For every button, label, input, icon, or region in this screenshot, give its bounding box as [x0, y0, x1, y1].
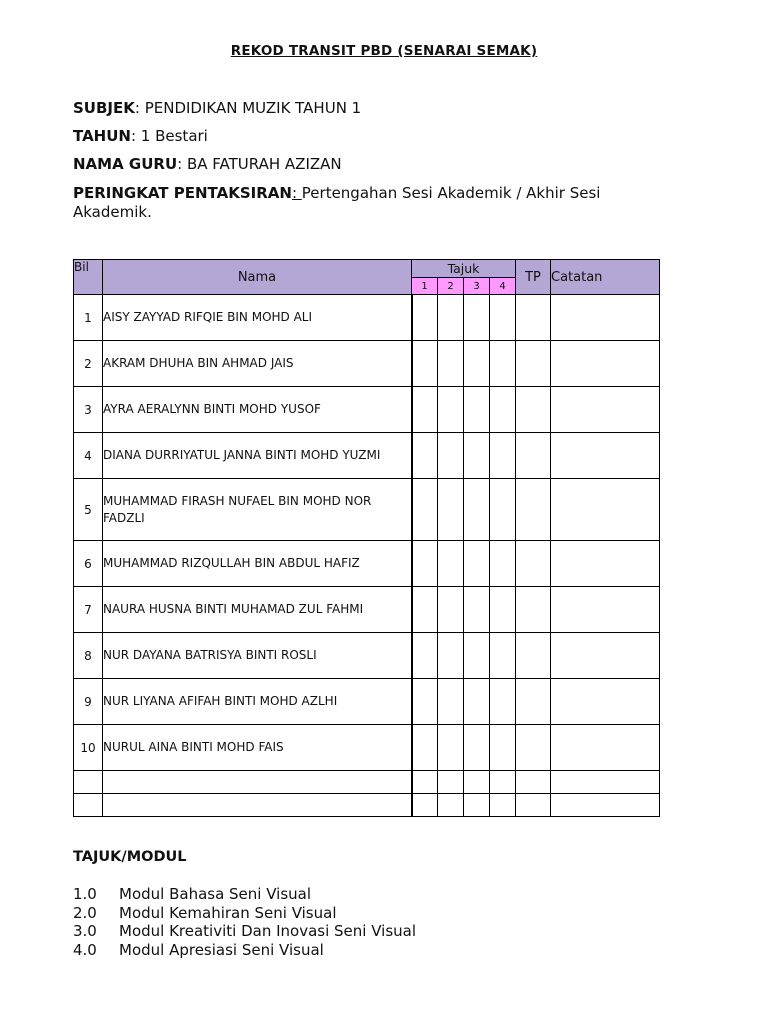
row-bil: 9 — [74, 679, 103, 725]
row-nama: MUHAMMAD FIRASH NUFAEL BIN MOHD NOR FADZLI — [103, 479, 412, 541]
header-tajuk-4: 4 — [490, 278, 516, 295]
modul-label: Modul Kreativiti Dan Inovasi Seni Visual — [119, 922, 417, 940]
tajuk-2-cell[interactable] — [438, 387, 464, 433]
row-bil: 10 — [74, 725, 103, 771]
tajuk-4-cell[interactable] — [490, 433, 516, 479]
catatan-cell[interactable] — [551, 587, 660, 633]
header-bil: Bil — [74, 260, 103, 295]
tajuk-2-cell[interactable] — [438, 633, 464, 679]
table-row — [74, 295, 660, 341]
tajuk-1-cell[interactable] — [412, 794, 438, 817]
tahun-value: : 1 Bestari — [130, 127, 208, 145]
tajuk-3-cell[interactable] — [464, 725, 490, 771]
modul-list — [73, 885, 573, 959]
tajuk-3-cell[interactable] — [464, 387, 490, 433]
guru-value: : BA FATURAH AZIZAN — [177, 155, 342, 173]
tajuk-1-cell[interactable] — [412, 633, 438, 679]
tp-cell[interactable] — [516, 771, 551, 794]
tajuk-2-cell[interactable] — [438, 679, 464, 725]
row-nama: NUR DAYANA BATRISYA BINTI ROSLI — [103, 633, 412, 679]
table-row — [74, 679, 660, 725]
tajuk-4-cell[interactable] — [490, 479, 516, 541]
tajuk-4-cell[interactable] — [490, 771, 516, 794]
tajuk-2-cell[interactable] — [438, 295, 464, 341]
tajuk-1-cell[interactable] — [412, 541, 438, 587]
table-row — [74, 341, 660, 387]
tajuk-2-cell[interactable] — [438, 433, 464, 479]
subjek-value: : PENDIDIKAN MUZIK TAHUN 1 — [134, 99, 362, 117]
tajuk-1-cell[interactable] — [412, 725, 438, 771]
table-row — [74, 587, 660, 633]
tp-cell[interactable] — [516, 679, 551, 725]
tp-cell[interactable] — [516, 387, 551, 433]
tajuk-4-cell[interactable] — [490, 387, 516, 433]
modul-item — [73, 941, 573, 960]
peringkat-line — [73, 184, 673, 222]
tajuk-3-cell[interactable] — [464, 479, 490, 541]
peringkat-colon: : — [291, 184, 302, 202]
table-row — [74, 541, 660, 587]
modul-item — [73, 885, 573, 904]
row-bil: 3 — [74, 387, 103, 433]
subjek-line — [73, 99, 673, 118]
modul-label: Modul Apresiasi Seni Visual — [119, 940, 324, 959]
row-bil: 6 — [74, 541, 103, 587]
modul-label: Modul Kemahiran Seni Visual — [119, 903, 337, 922]
tp-cell[interactable] — [516, 725, 551, 771]
row-bil: 5 — [74, 479, 103, 541]
catatan-cell[interactable] — [551, 725, 660, 771]
header-tajuk-2: 2 — [438, 278, 464, 295]
row-nama: MUHAMMAD RIZQULLAH BIN ABDUL HAFIZ — [103, 541, 412, 587]
modul-number: 2.0 — [73, 903, 97, 922]
row-nama: AYRA AERALYNN BINTI MOHD YUSOF — [103, 387, 412, 433]
catatan-cell[interactable] — [551, 633, 660, 679]
row-bil: 1 — [74, 295, 103, 341]
tajuk-1-cell[interactable] — [412, 295, 438, 341]
header-nama: Nama — [103, 260, 412, 295]
tajuk-4-cell[interactable] — [490, 587, 516, 633]
catatan-cell[interactable] — [551, 341, 660, 387]
tajuk-4-cell[interactable] — [490, 541, 516, 587]
row-nama: NUR LIYANA AFIFAH BINTI MOHD AZLHI — [103, 679, 412, 725]
tajuk-1-cell[interactable] — [412, 771, 438, 794]
tajuk-2-cell[interactable] — [438, 587, 464, 633]
tajuk-2-cell[interactable] — [438, 771, 464, 794]
tp-cell[interactable] — [516, 295, 551, 341]
tp-cell[interactable] — [516, 633, 551, 679]
tajuk-4-cell[interactable] — [490, 295, 516, 341]
tajuk-4-cell[interactable] — [490, 341, 516, 387]
row-nama: AKRAM DHUHA BIN AHMAD JAIS — [103, 341, 412, 387]
tp-cell[interactable] — [516, 433, 551, 479]
peringkat-value: Pertengahan Sesi Akademik / Akhir Sesi Akademik. — [73, 184, 601, 221]
tajuk-3-cell[interactable] — [464, 433, 490, 479]
row-bil: 4 — [74, 433, 103, 479]
header-tajuk: Tajuk — [412, 260, 516, 278]
tp-cell[interactable] — [516, 794, 551, 817]
tajuk-4-cell[interactable] — [490, 725, 516, 771]
catatan-cell[interactable] — [551, 679, 660, 725]
catatan-cell[interactable] — [551, 771, 660, 794]
modul-item — [73, 904, 573, 923]
catatan-cell[interactable] — [551, 541, 660, 587]
header-tajuk-1: 1 — [412, 278, 438, 295]
student-checklist-table — [73, 259, 660, 817]
table-row-blank — [74, 771, 660, 794]
modul-section-title: TAJUK/MODUL — [73, 849, 187, 865]
row-nama: NAURA HUSNA BINTI MUHAMAD ZUL FAHMI — [103, 587, 412, 633]
catatan-cell[interactable] — [551, 794, 660, 817]
tajuk-4-cell[interactable] — [490, 633, 516, 679]
tajuk-1-cell[interactable] — [412, 479, 438, 541]
tajuk-4-cell[interactable] — [490, 794, 516, 817]
tajuk-3-cell[interactable] — [464, 541, 490, 587]
tajuk-2-cell[interactable] — [438, 794, 464, 817]
tajuk-3-cell[interactable] — [464, 587, 490, 633]
row-bil: 8 — [74, 633, 103, 679]
row-bil: 7 — [74, 587, 103, 633]
catatan-cell[interactable] — [551, 387, 660, 433]
row-nama: DIANA DURRIYATUL JANNA BINTI MOHD YUZMI — [103, 433, 412, 479]
tp-cell[interactable] — [516, 341, 551, 387]
tajuk-3-cell[interactable] — [464, 295, 490, 341]
tp-cell[interactable] — [516, 587, 551, 633]
tajuk-1-cell[interactable] — [412, 587, 438, 633]
blank-bil-cell[interactable] — [74, 794, 103, 817]
header-catatan: Catatan — [551, 260, 660, 295]
tajuk-2-cell[interactable] — [438, 541, 464, 587]
tajuk-2-cell[interactable] — [438, 479, 464, 541]
table-row — [74, 433, 660, 479]
tajuk-3-cell[interactable] — [464, 679, 490, 725]
tp-cell[interactable] — [516, 479, 551, 541]
modul-number: 3.0 — [73, 922, 97, 940]
table-row — [74, 479, 660, 541]
tajuk-3-cell[interactable] — [464, 794, 490, 817]
peringkat-label: PERINGKAT PENTAKSIRAN — [73, 184, 292, 202]
guru-line — [73, 155, 673, 174]
catatan-cell[interactable] — [551, 479, 660, 541]
row-nama: NURUL AINA BINTI MOHD FAIS — [103, 725, 412, 771]
blank-bil-cell[interactable] — [74, 771, 103, 794]
subjek-label: SUBJEK — [73, 99, 135, 117]
modul-number: 4.0 — [73, 940, 97, 959]
header-tp: TP — [516, 260, 551, 295]
table-row — [74, 725, 660, 771]
modul-item — [73, 922, 573, 941]
tahun-line — [73, 127, 673, 146]
guru-label: NAMA GURU — [73, 155, 178, 173]
tp-cell[interactable] — [516, 541, 551, 587]
catatan-cell[interactable] — [551, 433, 660, 479]
tajuk-1-cell[interactable] — [412, 341, 438, 387]
tajuk-1-cell[interactable] — [412, 387, 438, 433]
tajuk-3-cell[interactable] — [464, 771, 490, 794]
table-row — [74, 387, 660, 433]
tajuk-1-cell[interactable] — [412, 679, 438, 725]
document-title: REKOD TRANSIT PBD (SENARAI SEMAK) — [230, 43, 538, 59]
header-tajuk-3: 3 — [464, 278, 490, 295]
blank-nama-cell[interactable] — [103, 771, 412, 794]
tajuk-4-cell[interactable] — [490, 679, 516, 725]
row-nama: AISY ZAYYAD RIFQIE BIN MOHD ALI — [103, 295, 412, 341]
catatan-cell[interactable] — [551, 295, 660, 341]
table-row-blank — [74, 794, 660, 817]
tajuk-3-cell[interactable] — [464, 341, 490, 387]
tajuk-3-cell[interactable] — [464, 633, 490, 679]
modul-number: 1.0 — [73, 885, 97, 903]
tahun-label: TAHUN — [73, 127, 131, 145]
row-bil: 2 — [74, 341, 103, 387]
tajuk-2-cell[interactable] — [438, 341, 464, 387]
tajuk-2-cell[interactable] — [438, 725, 464, 771]
blank-nama-cell[interactable] — [103, 794, 412, 817]
table-row — [74, 633, 660, 679]
modul-label: Modul Bahasa Seni Visual — [119, 885, 312, 903]
tajuk-1-cell[interactable] — [412, 433, 438, 479]
